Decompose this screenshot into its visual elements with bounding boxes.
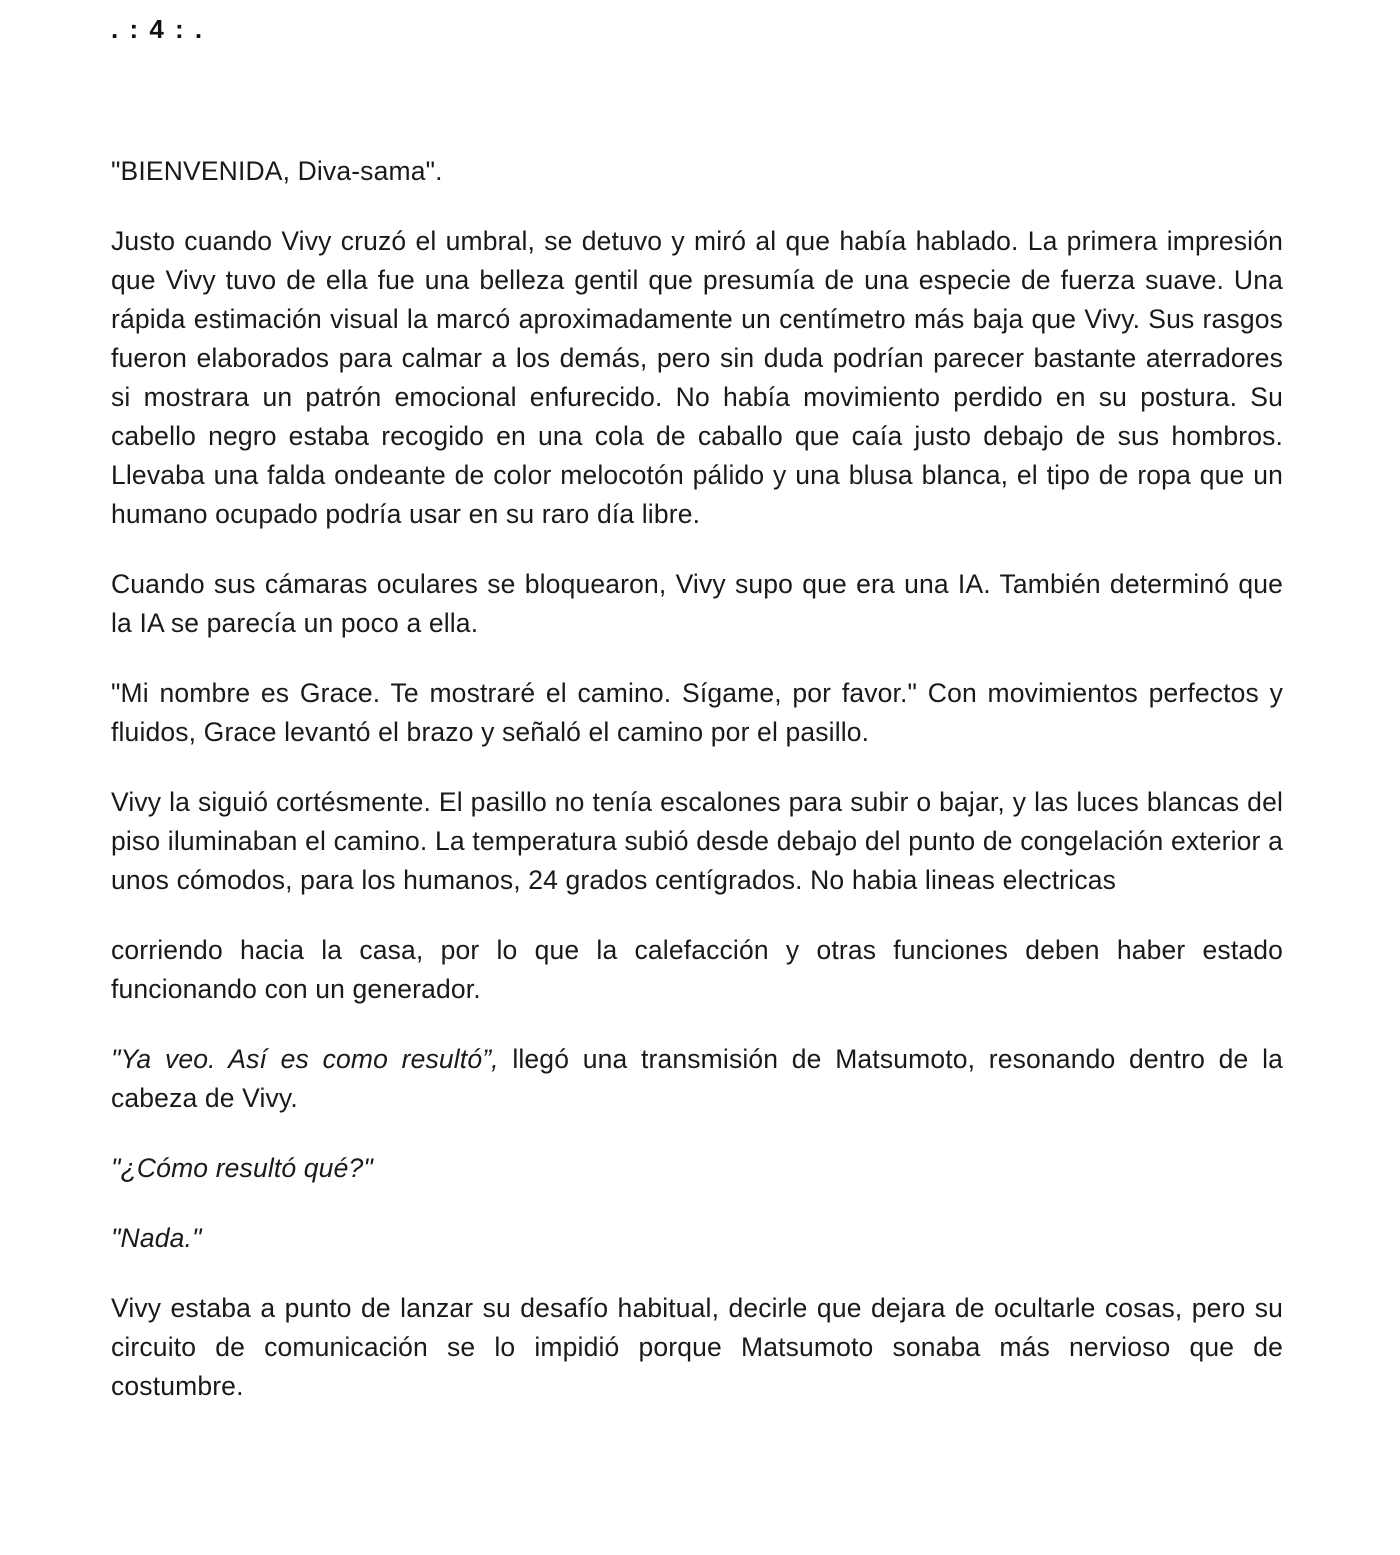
paragraph: "Mi nombre es Grace. Te mostraré el camino. Sígame, por favor." Con movimientos perfectos y fluidos, Grace levantó el brazo y señaló el camino por el pasillo. — [111, 678, 1283, 747]
italic-paragraph: "Nada." — [111, 1223, 202, 1253]
paragraph: Justo cuando Vivy cruzó el umbral, se detuvo y miró al que había hablado. La primera impresión que Vivy tuvo de ella fue una belleza gentil que presumía de una especie de fuerza suave. Una rápida estimación visual la marcó aproximadamente un centímetro más baja que Vivy. Sus rasgos fueron elaborados para calmar a los demás, pero sin duda podrían parecer bastante aterradores si mostrara un patrón emocional enfurecido. No había movimiento perdido en su postura. Su cabello negro estaba recogido en una cola de caballo que caía justo debajo de sus hombros. Llevaba una falda ondeante de color melocotón pálido y una blusa blanca, el tipo de ropa que un humano ocupado podría usar en su raro día libre. — [111, 226, 1283, 529]
body-text — [111, 152, 1283, 1437]
paragraph — [111, 1040, 1283, 1118]
paragraph: Vivy estaba a punto de lanzar su desafío habitual, decirle que dejara de ocultarle cosas, pero su circuito de comunicación se lo impidió porque Matsumoto sonaba más nervioso que de costumbre. — [111, 1293, 1283, 1401]
paragraph: Vivy la siguió cortésmente. El pasillo no tenía escalones para subir o bajar, y las luces blancas del piso iluminaban el camino. La temperatura subió desde debajo del punto de congelación exterior a unos cómodos, para los humanos, 24 grados centígrados. No habia lineas electricas — [111, 787, 1283, 895]
italic-paragraph: "¿Cómo resultó qué?" — [111, 1153, 373, 1183]
paragraph: corriendo hacia la casa, por lo que la calefacción y otras funciones deben haber estado funcionando con un generador. — [111, 935, 1283, 1004]
italic-quote: "Ya veo. Así es como resultó”, — [111, 1044, 499, 1074]
paragraph-text: llegó una transmisión de Matsumoto, resonando dentro de la cabeza de Vivy. — [111, 1044, 1284, 1113]
paragraph: Cuando sus cámaras oculares se bloquearon, Vivy supo que era una IA. También determinó que la IA se parecía un poco a ella. — [111, 569, 1283, 638]
paragraph: "BIENVENIDA, Diva-sama". — [111, 156, 443, 186]
chapter-marker: . : 4 : . — [111, 14, 205, 44]
